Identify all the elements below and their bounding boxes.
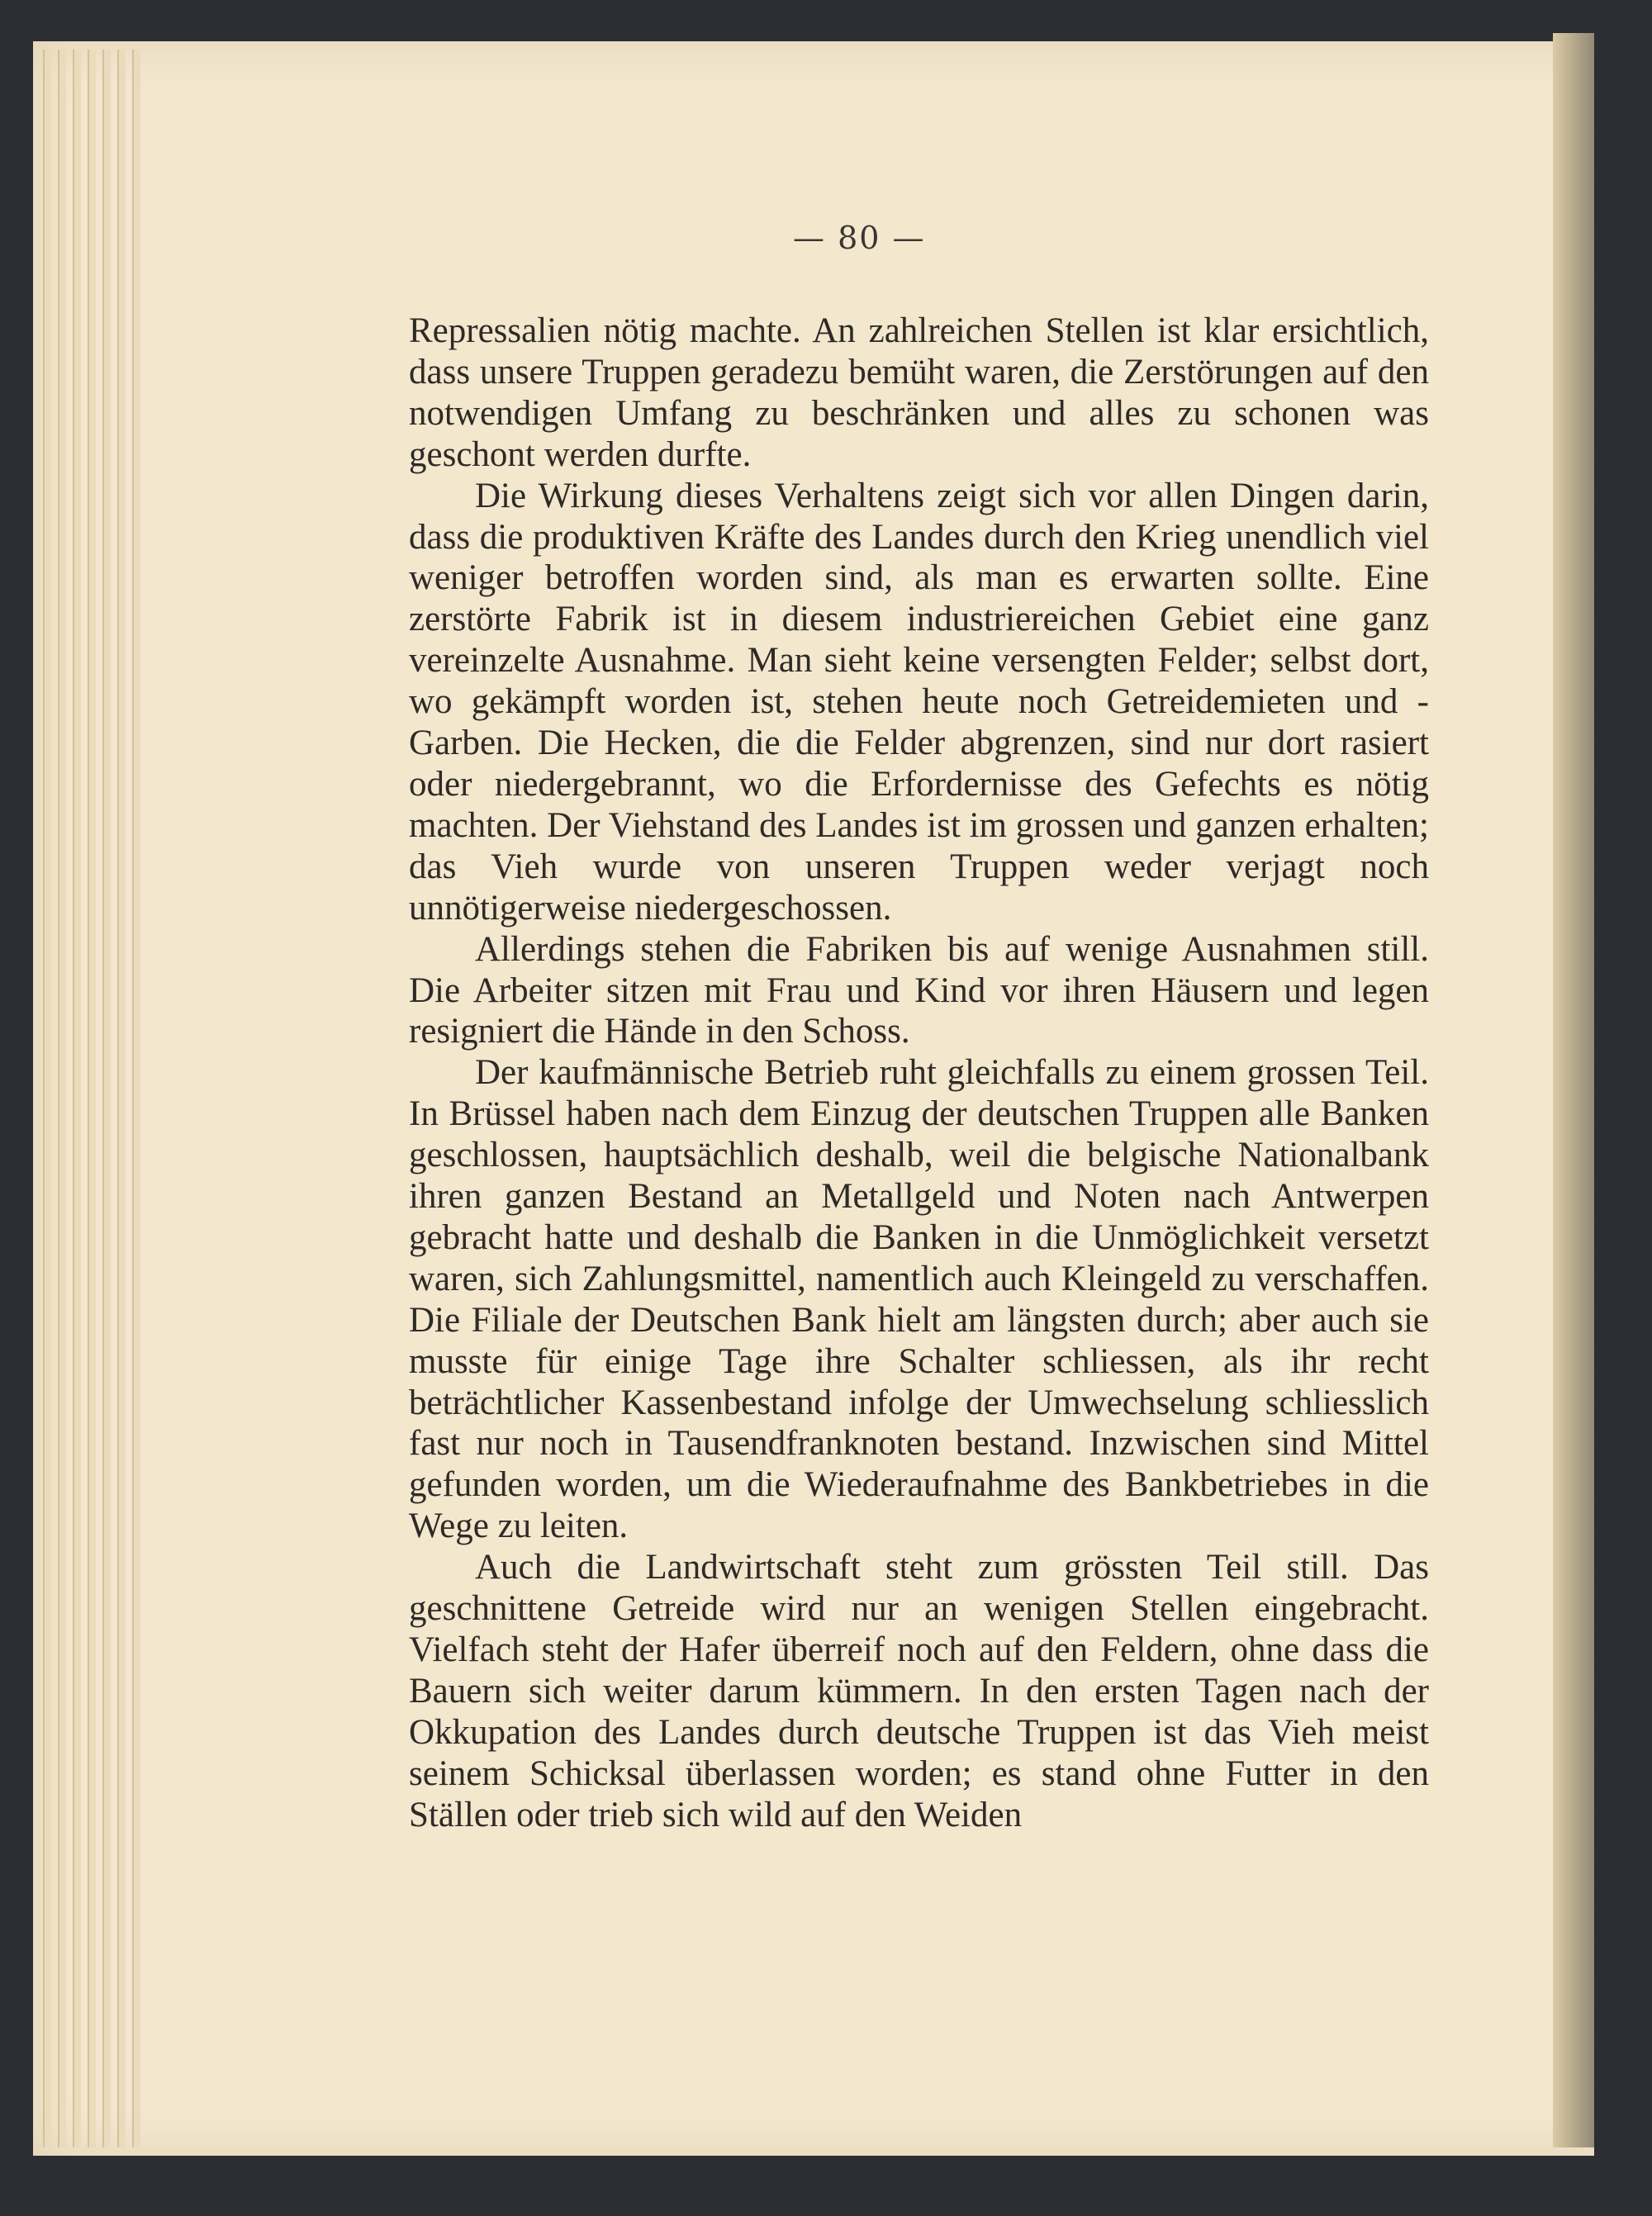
paragraph: Allerdings stehen die Fabriken bis auf wenige Ausnahmen still. Die Arbeiter sitzen mit Frau und Kind vor ihren Häusern und legen resigniert die Hände in den Schoss. bbox=[409, 929, 1429, 1051]
page-edge bbox=[88, 50, 96, 2147]
page-edge bbox=[43, 50, 51, 2147]
page-edge bbox=[102, 50, 111, 2147]
page-number: — 80 — bbox=[793, 220, 926, 256]
page-edge bbox=[117, 50, 126, 2147]
paragraph: Auch die Landwirtschaft steht zum grössten Teil still. Das geschnittene Getreide wird nur an wenigen Stellen eingebracht. Vielfach steht der Hafer überreif noch auf den Feldern, ohne dass die Bauern sich weiter darum kümmern. In den ersten Tagen nach der Okkupation des Landes durch deutsche Truppen ist das Vieh meist seinem Schicksal überlassen worden; es stand ohne Futter in den Ställen oder trieb sich wild auf den Weiden bbox=[409, 1548, 1429, 1834]
page-edge bbox=[132, 50, 140, 2147]
scan-bottom-margin bbox=[0, 2156, 1652, 2216]
page-edge bbox=[58, 50, 66, 2147]
paragraph: Repressalien nötig machte. An zahlreichen Stellen ist klar ersichtlich, dass unsere Truppen geradezu bemüht waren, die Zerstörungen auf den notwendigen Umfang zu beschränken und alles zu schonen was geschont werden durfte. bbox=[409, 311, 1429, 474]
page-edge bbox=[73, 50, 81, 2147]
spine-edge bbox=[1594, 17, 1652, 2164]
body-text bbox=[409, 311, 1429, 1836]
paragraph: Der kaufmännische Betrieb ruht gleichfalls zu einem grossen Teil. In Brüssel haben nach dem Einzug der deutschen Truppen alle Banken geschlossen, hauptsächlich deshalb, weil die belgische Nationalbank ihren ganzen Bestand an Metallgeld und Noten nach Antwerpen gebracht hatte und deshalb die Banken in die Unmöglichkeit versetzt waren, sich Zahlungsmittel, namentlich auch Kleingeld zu verschaffen. Die Filiale der Deutschen Bank hielt am längsten durch; aber auch sie musste für einige Tage ihre Schalter schliessen, als ihr recht beträchtlicher Kassenbestand infolge der Umwechselung schliesslich fast nur noch in Tausendfranknoten bestand. Inzwischen sind Mittel gefunden worden, um die Wiederaufnahme des Bankbetriebes in die Wege zu leiten. bbox=[409, 1053, 1429, 1546]
paragraph: Die Wirkung dieses Verhaltens zeigt sich vor allen Dingen darin, dass die produktiven Kräfte des Landes durch den Krieg unendlich viel weniger betroffen worden sind, als man es erwarten sollte. Eine zerstörte Fabrik ist in diesem industriereichen Gebiet eine ganz vereinzelte Ausnahme. Man sieht keine versengten Felder; selbst dort, wo gekämpft worden ist, stehen heute noch Getreidemieten und -Garben. Die Hecken, die die Felder abgrenzen, sind nur dort rasiert oder niedergebrannt, wo die Erfordernisse des Gefechts es nötig machten. Der Viehstand des Landes ist im grossen und ganzen erhalten; das Vieh wurde von unseren Truppen weder verjagt noch unnötigerweise niedergeschossen. bbox=[409, 476, 1429, 928]
